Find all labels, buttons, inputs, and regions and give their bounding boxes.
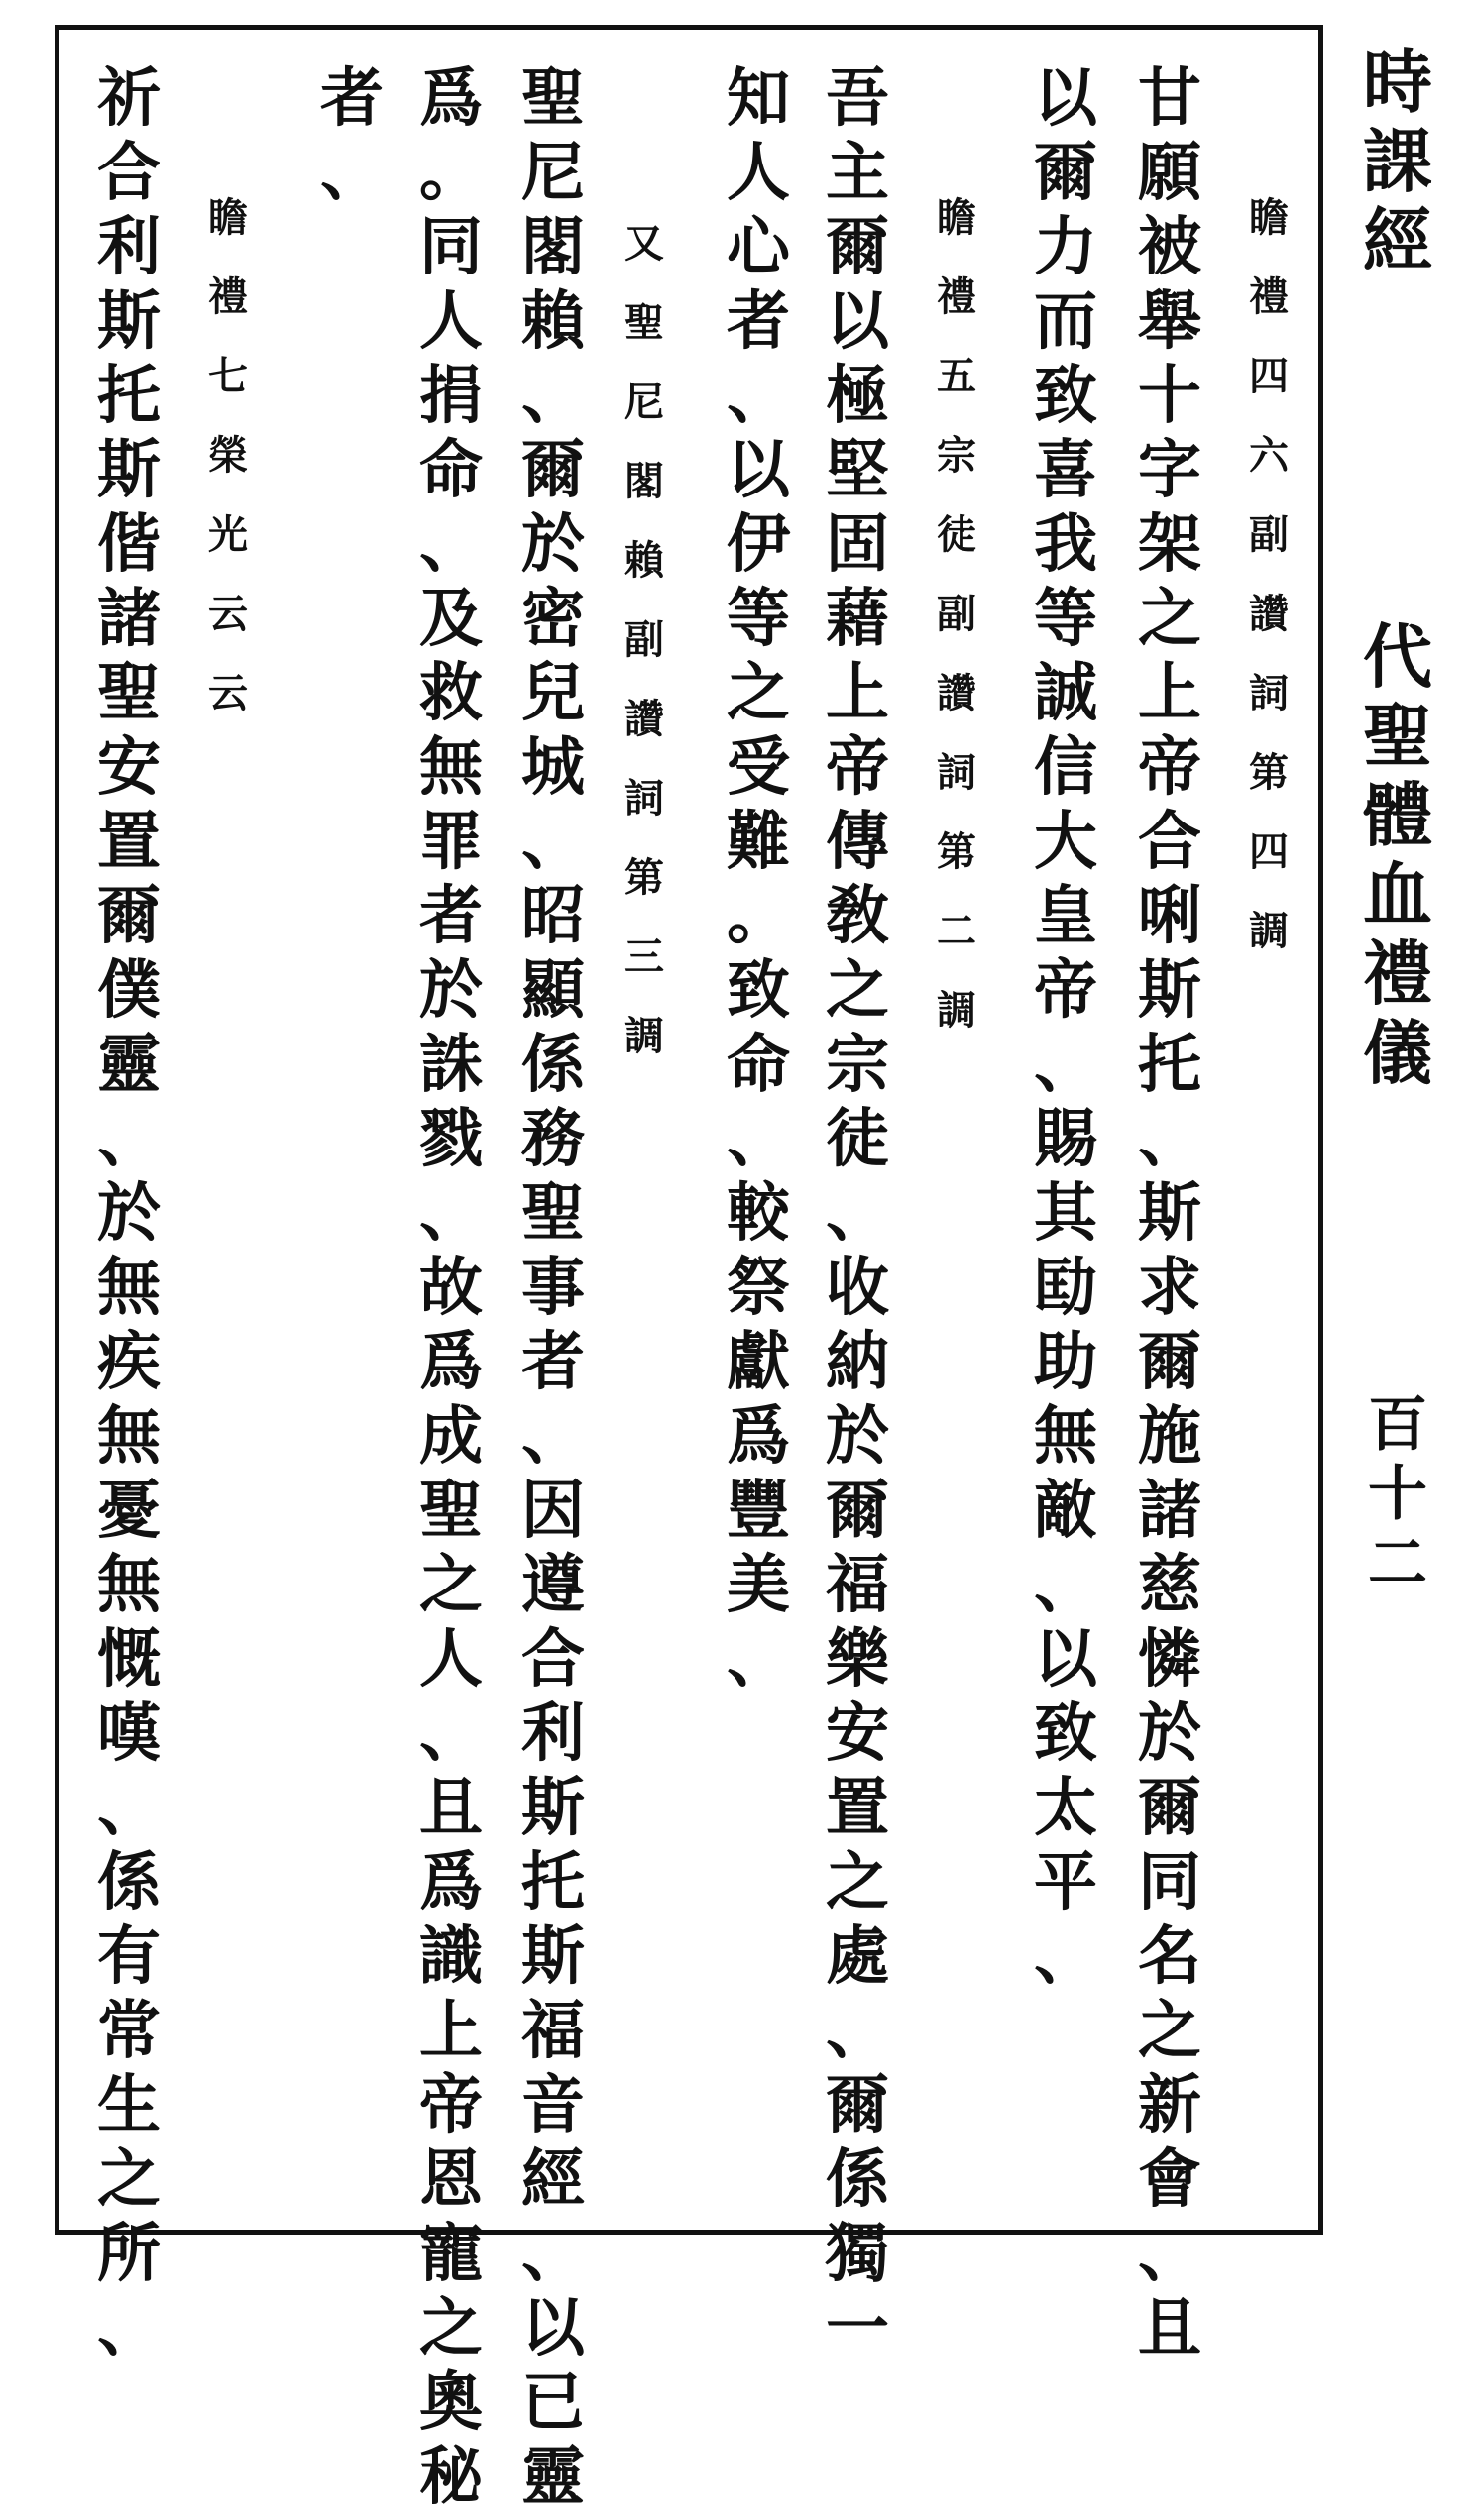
glyph: 儀 (1363, 1012, 1432, 1094)
glyph: 斯 (97, 433, 161, 507)
glyph: 祭 (727, 1251, 790, 1325)
glyph: 獨 (826, 2217, 889, 2291)
glyph: 。 (727, 879, 790, 953)
glyph: 、 (521, 1399, 585, 1474)
glyph: 生 (97, 2068, 161, 2142)
glyph: 、 (826, 1176, 889, 1251)
glyph: 安 (97, 730, 161, 805)
glyph: 主 (826, 136, 889, 210)
glyph: 血 (1363, 853, 1432, 935)
glyph: 靈 (97, 1028, 161, 1102)
book-title (1348, 41, 1447, 285)
glyph: 命 (727, 1028, 790, 1102)
glyph: 城 (521, 730, 585, 805)
glyph: 因 (521, 1474, 585, 1548)
glyph: 以 (727, 433, 790, 507)
glyph: 聖 (521, 61, 585, 136)
glyph: 爾 (1034, 136, 1097, 210)
glyph: 於 (419, 953, 483, 1028)
glyph: 舉 (1138, 284, 1201, 359)
glyph: 遵 (521, 1548, 585, 1622)
glyph: 致 (1034, 1697, 1097, 1771)
glyph: 豐 (727, 1474, 790, 1548)
glyph: 副 (624, 616, 664, 663)
glyph: 無 (1034, 1399, 1097, 1474)
glyph: 者 (521, 1325, 585, 1399)
glyph: 又 (624, 220, 664, 267)
glyph: 徒 (937, 511, 976, 558)
glyph: 爾 (1138, 1325, 1201, 1399)
glyph: 求 (1138, 1251, 1201, 1325)
glyph: 讚 (1249, 591, 1289, 637)
glyph: 爲 (419, 1325, 483, 1399)
heading-column-2 (922, 194, 991, 1070)
text-column-3 (808, 61, 907, 2371)
glyph: 二 (937, 908, 976, 954)
glyph: 靈 (521, 2440, 585, 2514)
glyph: 安 (826, 1697, 889, 1771)
glyph: 第 (937, 828, 976, 875)
glyph: 以 (826, 284, 889, 359)
glyph: 爾 (521, 433, 585, 507)
glyph: 之 (97, 2142, 161, 2217)
glyph: 劻 (1034, 1251, 1097, 1325)
glyph: 合 (521, 1622, 585, 1697)
glyph: 斯 (521, 1771, 585, 1845)
glyph: 讚 (937, 670, 976, 716)
glyph: 上 (826, 656, 889, 730)
glyph: 其 (1034, 1176, 1097, 1251)
glyph: 無 (419, 730, 483, 805)
glyph: 云 (208, 591, 248, 637)
glyph: 詞 (937, 749, 976, 796)
glyph: 、 (1138, 1102, 1201, 1176)
glyph: 助 (1034, 1325, 1097, 1399)
glyph: 且 (419, 1771, 483, 1845)
glyph: 較 (727, 1176, 790, 1251)
glyph: 諸 (1138, 1474, 1201, 1548)
glyph: 寵 (419, 2217, 483, 2291)
text-column-2 (1016, 61, 1115, 2000)
glyph: 禮 (1363, 932, 1432, 1015)
glyph: 置 (826, 1771, 889, 1845)
glyph: 利 (521, 1697, 585, 1771)
glyph: 堅 (826, 433, 889, 507)
glyph: 致 (727, 953, 790, 1028)
glyph: 之 (419, 1548, 483, 1622)
glyph: 心 (727, 210, 790, 284)
text-column-4 (709, 61, 808, 1702)
glyph: 爲 (419, 1845, 483, 1919)
glyph: 務 (521, 1102, 585, 1176)
text-column-7 (302, 61, 401, 216)
glyph: 皇 (1034, 879, 1097, 953)
glyph: 藉 (826, 582, 889, 656)
glyph: 禮 (1249, 274, 1289, 320)
glyph: 信 (1034, 730, 1097, 805)
glyph: 憂 (97, 1474, 161, 1548)
glyph: 、 (1034, 1919, 1097, 1994)
glyph: 難 (727, 805, 790, 879)
glyph: 福 (521, 1994, 585, 2068)
glyph: 喜 (1034, 433, 1097, 507)
glyph: 代 (1363, 615, 1432, 698)
glyph: 、 (521, 359, 585, 433)
glyph: 爲 (727, 1399, 790, 1474)
glyph: 等 (727, 582, 790, 656)
glyph: 賜 (1034, 1102, 1097, 1176)
glyph: 斯 (1138, 953, 1201, 1028)
glyph: 命 (419, 433, 483, 507)
glyph: 樂 (826, 1622, 889, 1697)
glyph: 極 (826, 359, 889, 433)
glyph: 、 (97, 2291, 161, 2365)
glyph: 光 (208, 511, 248, 558)
glyph: 副 (1249, 511, 1289, 558)
glyph: 、 (727, 359, 790, 433)
glyph: 、 (826, 1994, 889, 2068)
glyph: 事 (521, 1251, 585, 1325)
glyph: 人 (727, 136, 790, 210)
glyph: 斯 (97, 284, 161, 359)
glyph: 、 (1034, 1028, 1097, 1102)
glyph: 四 (1249, 828, 1289, 875)
glyph: 經 (1363, 199, 1432, 281)
glyph: 固 (826, 507, 889, 582)
glyph: 故 (419, 1251, 483, 1325)
glyph: 係 (521, 1028, 585, 1102)
glyph: 昭 (521, 879, 585, 953)
glyph: 者 (419, 879, 483, 953)
glyph: 無 (97, 1548, 161, 1622)
glyph: 三 (624, 933, 664, 980)
heading-column-4 (193, 194, 263, 753)
glyph: 受 (727, 730, 790, 805)
glyph: 調 (624, 1013, 664, 1059)
glyph: 顯 (521, 953, 585, 1028)
heading-column-3 (610, 220, 679, 1096)
glyph: 奧 (419, 2365, 483, 2440)
glyph: 爲 (419, 61, 483, 136)
glyph: 七 (208, 353, 248, 399)
glyph: 嘆 (97, 1697, 161, 1771)
glyph: 六 (1249, 432, 1289, 479)
glyph: 甘 (1138, 61, 1201, 136)
glyph: 百 (1368, 1390, 1427, 1460)
glyph: 調 (1249, 908, 1289, 954)
glyph: 同 (1138, 1845, 1201, 1919)
glyph: 太 (1034, 1771, 1097, 1845)
page-number (1348, 1390, 1447, 1603)
glyph: 之 (1138, 1994, 1201, 2068)
glyph: 同 (419, 210, 483, 284)
glyph: 獻 (727, 1325, 790, 1399)
section-title (1348, 615, 1447, 1098)
glyph: 賴 (624, 537, 664, 584)
glyph: 、 (727, 1102, 790, 1176)
glyph: 伊 (727, 507, 790, 582)
glyph: 而 (1034, 284, 1097, 359)
glyph: 及 (419, 582, 483, 656)
glyph: 偕 (97, 507, 161, 582)
glyph: 之 (826, 1845, 889, 1919)
glyph: 、 (521, 2217, 585, 2291)
glyph: 名 (1138, 1919, 1201, 1994)
glyph: 爾 (826, 1474, 889, 1548)
glyph: 係 (826, 2142, 889, 2217)
glyph: 一 (826, 2291, 889, 2365)
glyph: 於 (521, 507, 585, 582)
glyph: 者 (320, 61, 384, 136)
text-column-1 (1120, 61, 1219, 2371)
glyph: 爾 (826, 210, 889, 284)
glyph: 五 (937, 353, 976, 399)
glyph: 聖 (419, 1474, 483, 1548)
glyph: 施 (1138, 1399, 1201, 1474)
glyph: 致 (1034, 359, 1097, 433)
glyph: 收 (826, 1251, 889, 1325)
glyph: 十 (1368, 1460, 1427, 1529)
glyph: 慨 (97, 1622, 161, 1697)
glyph: 閣 (624, 458, 664, 504)
glyph: 之 (419, 2291, 483, 2365)
glyph: 音 (521, 2068, 585, 2142)
glyph: 吾 (826, 61, 889, 136)
glyph: 課 (1363, 120, 1432, 202)
glyph: 諸 (97, 582, 161, 656)
text-column-5 (504, 61, 603, 2520)
glyph: 誠 (1034, 656, 1097, 730)
glyph: 托 (521, 1845, 585, 1919)
glyph: 敎 (826, 879, 889, 953)
glyph: 人 (419, 284, 483, 359)
glyph: 宗 (937, 432, 976, 479)
glyph: 慈 (1138, 1548, 1201, 1622)
glyph: 僕 (97, 953, 161, 1028)
glyph: 二 (1368, 1529, 1427, 1598)
text-column-8 (79, 61, 178, 2371)
glyph: 會 (1138, 2142, 1201, 2217)
glyph: 疾 (97, 1325, 161, 1399)
glyph: 力 (1034, 210, 1097, 284)
glyph: 救 (419, 656, 483, 730)
glyph: 、 (419, 507, 483, 582)
glyph: 以 (1034, 1622, 1097, 1697)
glyph: 斯 (1138, 1176, 1201, 1251)
glyph: 捐 (419, 359, 483, 433)
glyph: 福 (826, 1548, 889, 1622)
glyph: 瞻 (937, 194, 976, 241)
glyph: 托 (1138, 1028, 1201, 1102)
glyph: 憐 (1138, 1622, 1201, 1697)
glyph: 、 (1138, 2217, 1201, 2291)
glyph: 瞻 (208, 194, 248, 241)
glyph: 被 (1138, 210, 1201, 284)
glyph: 唎 (1138, 879, 1201, 953)
glyph: 處 (826, 1919, 889, 1994)
glyph: 有 (97, 1919, 161, 1994)
glyph: 尼 (521, 136, 585, 210)
glyph: 宗 (826, 1028, 889, 1102)
glyph: 美 (727, 1548, 790, 1622)
heading-column-1 (1234, 194, 1303, 991)
glyph: 閣 (521, 210, 585, 284)
glyph: 、 (97, 1771, 161, 1845)
glyph: 戮 (419, 1102, 483, 1176)
glyph: 十 (1138, 359, 1201, 433)
glyph: 賴 (521, 284, 585, 359)
glyph: 於 (97, 1176, 161, 1251)
glyph: 、 (521, 805, 585, 879)
glyph: 常 (97, 1994, 161, 2068)
glyph: 成 (419, 1399, 483, 1474)
glyph: 識 (419, 1919, 483, 1994)
glyph: 副 (937, 591, 976, 637)
glyph: 、 (727, 1622, 790, 1697)
glyph: 。 (419, 136, 483, 210)
glyph: 禮 (208, 274, 248, 320)
glyph: 傳 (826, 805, 889, 879)
glyph: 經 (521, 2142, 585, 2217)
glyph: 、 (419, 1176, 483, 1251)
glyph: 以 (521, 2291, 585, 2365)
glyph: 爾 (826, 2068, 889, 2142)
glyph: 聖 (97, 656, 161, 730)
glyph: 上 (1138, 656, 1201, 730)
glyph: 架 (1138, 507, 1201, 582)
glyph: 平 (1034, 1845, 1097, 1919)
glyph: 體 (1363, 774, 1432, 856)
glyph: 秘 (419, 2440, 483, 2514)
glyph: 帝 (1138, 730, 1201, 805)
glyph: 詞 (624, 775, 664, 822)
glyph: 、 (320, 136, 384, 210)
glyph: 人 (419, 1622, 483, 1697)
glyph: 四 (1249, 353, 1289, 399)
glyph: 爾 (1138, 1771, 1201, 1845)
glyph: 之 (826, 953, 889, 1028)
glyph: 密 (521, 582, 585, 656)
glyph: 之 (727, 656, 790, 730)
glyph: 瞻 (1249, 194, 1289, 241)
glyph: 、 (419, 1697, 483, 1771)
glyph: 禮 (937, 274, 976, 320)
glyph: 且 (1138, 2291, 1201, 2365)
glyph: 已 (521, 2365, 585, 2440)
glyph: 恩 (419, 2142, 483, 2217)
glyph: 於 (826, 1399, 889, 1474)
glyph: 者 (727, 284, 790, 359)
glyph: 敵 (1034, 1474, 1097, 1548)
glyph: 榮 (208, 432, 248, 479)
glyph: 利 (97, 210, 161, 284)
glyph: 無 (97, 1251, 161, 1325)
glyph: 爾 (97, 879, 161, 953)
glyph: 於 (1138, 1697, 1201, 1771)
glyph: 帝 (826, 730, 889, 805)
glyph: 聖 (624, 299, 664, 346)
glyph: 無 (97, 1399, 161, 1474)
glyph: 、 (97, 1102, 161, 1176)
glyph: 我 (1034, 507, 1097, 582)
glyph: 祈 (97, 61, 161, 136)
glyph: 第 (1249, 749, 1289, 796)
glyph: 聖 (1363, 695, 1432, 777)
glyph: 斯 (521, 1919, 585, 1994)
glyph: 、 (1034, 1548, 1097, 1622)
glyph: 兒 (521, 656, 585, 730)
glyph: 合 (1138, 805, 1201, 879)
glyph: 聖 (521, 1176, 585, 1251)
glyph: 帝 (1034, 953, 1097, 1028)
glyph: 詞 (1249, 670, 1289, 716)
glyph: 上 (419, 1994, 483, 2068)
glyph: 大 (1034, 805, 1097, 879)
glyph: 等 (1034, 582, 1097, 656)
glyph: 以 (1034, 61, 1097, 136)
glyph: 之 (1138, 582, 1201, 656)
glyph: 云 (208, 670, 248, 716)
glyph: 願 (1138, 136, 1201, 210)
glyph: 調 (937, 987, 976, 1034)
text-column-6 (401, 61, 501, 2520)
glyph: 誅 (419, 1028, 483, 1102)
glyph: 罪 (419, 805, 483, 879)
glyph: 托 (97, 359, 161, 433)
glyph: 新 (1138, 2068, 1201, 2142)
glyph: 知 (727, 61, 790, 136)
glyph: 納 (826, 1325, 889, 1399)
glyph: 尼 (624, 379, 664, 425)
glyph: 第 (624, 854, 664, 901)
glyph: 時 (1363, 41, 1432, 123)
glyph: 讚 (624, 696, 664, 742)
glyph: 字 (1138, 433, 1201, 507)
glyph: 所 (97, 2217, 161, 2291)
glyph: 帝 (419, 2068, 483, 2142)
glyph: 徒 (826, 1102, 889, 1176)
glyph: 置 (97, 805, 161, 879)
glyph: 合 (97, 136, 161, 210)
glyph: 係 (97, 1845, 161, 1919)
